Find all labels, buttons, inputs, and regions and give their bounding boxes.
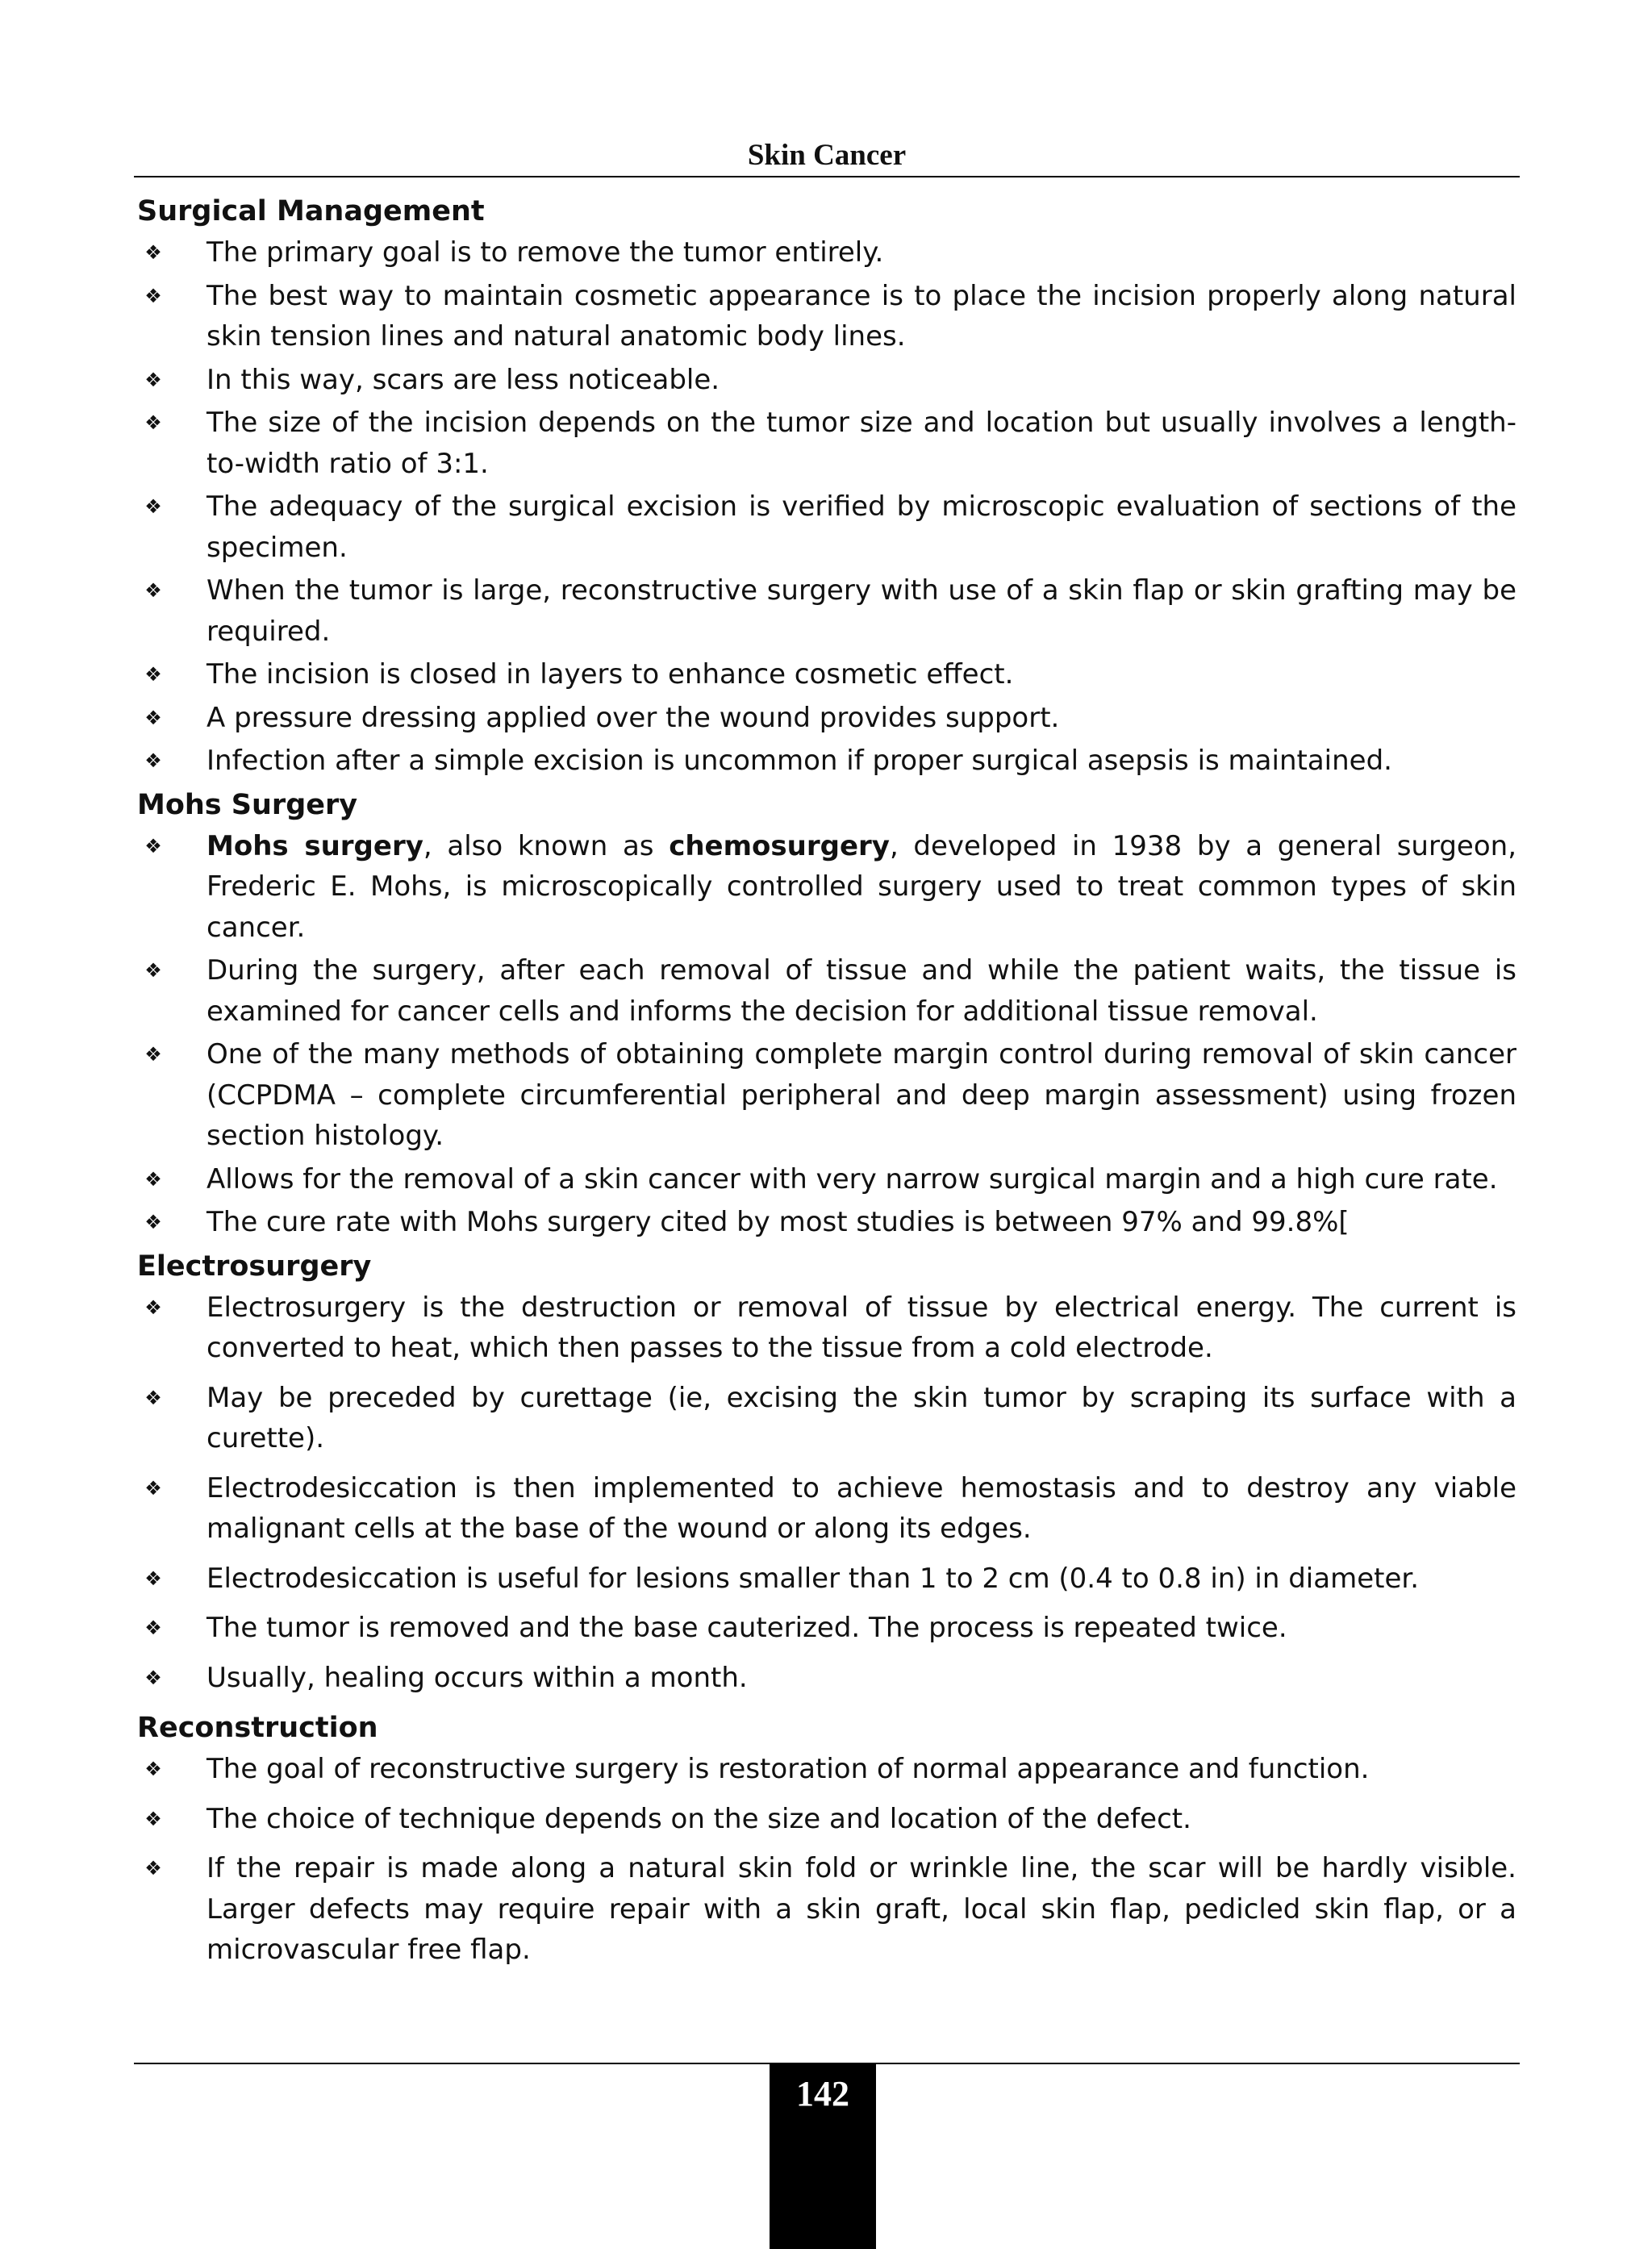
diamond-bullet-icon: ❖ (144, 368, 162, 391)
diamond-bullet-icon: ❖ (144, 959, 162, 982)
diamond-bullet-icon: ❖ (144, 1296, 162, 1319)
diamond-bullet-icon: ❖ (144, 1758, 162, 1780)
list-item (137, 1749, 1516, 1790)
list-item (137, 360, 1516, 401)
list-item (137, 276, 1516, 357)
page-number: 142 (770, 2063, 876, 2249)
section-heading-surgical-management: Surgical Management (137, 195, 485, 227)
list-item-text: The adequacy of the surgical excision is verified by microscopic evaluation of sections of the specimen. (206, 490, 1516, 564)
diamond-bullet-icon: ❖ (144, 1043, 162, 1066)
list-item-text: The size of the incision depends on the tumor size and location but usually involves a length-to-width ratio of 3:1. (206, 407, 1516, 480)
list-item (137, 403, 1516, 484)
diamond-bullet-icon: ❖ (144, 411, 162, 434)
list-item-text: The incision is closed in layers to enhance cosmetic effect. (206, 658, 1014, 691)
list-item (137, 232, 1516, 273)
term-chemosurgery: chemosurgery (669, 829, 890, 862)
list-item (137, 1799, 1516, 1840)
diamond-bullet-icon: ❖ (144, 579, 162, 602)
list-item-text: Electrosurgery is the destruction or removal of tissue by electrical energy. The current is converted to heat, which then passes to the tissue from a cold electrode. (206, 1291, 1516, 1364)
section-heading-electrosurgery: Electrosurgery (137, 1250, 372, 1283)
list-item-text: The tumor is removed and the base cauterized. The process is repeated twice. (206, 1612, 1287, 1644)
bullet-list (137, 1287, 1516, 1699)
list-item (137, 1378, 1516, 1459)
diamond-bullet-icon: ❖ (144, 1386, 162, 1409)
list-item-text: When the tumor is large, reconstructive surgery with use of a skin flap or skin grafting may be required. (206, 574, 1516, 648)
list-item-text: The best way to maintain cosmetic appearance is to place the incision properly along natural skin tension lines and natural anatomic body lines. (206, 279, 1516, 353)
diamond-bullet-icon: ❖ (144, 1666, 162, 1689)
list-item (137, 1034, 1516, 1157)
list-item-text-part: , developed in 1938 by a general surgeon, Frederic E. Mohs, is microscopically controlled surgery used to treat common types of skin cancer. (206, 829, 1516, 944)
list-item-text (206, 830, 1516, 944)
diamond-bullet-icon: ❖ (144, 1567, 162, 1590)
header-divider (134, 176, 1520, 177)
diamond-bullet-icon: ❖ (144, 1167, 162, 1191)
list-item-text: The goal of reconstructive surgery is restoration of normal appearance and function. (206, 1753, 1370, 1785)
diamond-bullet-icon: ❖ (144, 495, 162, 518)
list-item (137, 1287, 1516, 1369)
list-item-text: If the repair is made along a natural skin fold or wrinkle line, the scar will be hardly visible. Larger defects may require repair with a skin graft, local skin flap, pedicled skin flap, or a microvascular free flap. (206, 1852, 1516, 1966)
list-item-text: The choice of technique depends on the size and location of the defect. (206, 1802, 1191, 1835)
list-item-text: The primary goal is to remove the tumor entirely. (206, 236, 884, 269)
list-item (137, 1658, 1516, 1699)
list-item (137, 1468, 1516, 1550)
diamond-bullet-icon: ❖ (144, 1211, 162, 1233)
diamond-bullet-icon: ❖ (144, 241, 162, 264)
diamond-bullet-icon: ❖ (144, 834, 162, 857)
list-item (137, 1608, 1516, 1649)
list-item (137, 698, 1516, 739)
diamond-bullet-icon: ❖ (144, 1857, 162, 1880)
list-item-text: In this way, scars are less noticeable. (206, 363, 720, 396)
diamond-bullet-icon: ❖ (144, 749, 162, 772)
diamond-bullet-icon: ❖ (144, 706, 162, 729)
list-item (137, 654, 1516, 695)
list-item (137, 950, 1516, 1032)
list-item (137, 1159, 1516, 1200)
page-content (137, 190, 1516, 1980)
diamond-bullet-icon: ❖ (144, 284, 162, 307)
section-heading-mohs-surgery: Mohs Surgery (137, 788, 358, 821)
list-item-text: Allows for the removal of a skin cancer with very narrow surgical margin and a high cure rate. (206, 1162, 1498, 1195)
list-item-text: Electrodesiccation is useful for lesions smaller than 1 to 2 cm (0.4 to 0.8 in) in diameter. (206, 1562, 1420, 1595)
diamond-bullet-icon: ❖ (144, 1617, 162, 1639)
term-mohs-surgery: Mohs surgery (206, 829, 423, 862)
list-item-text: May be preceded by curettage (ie, excising the skin tumor by scraping its surface with a curette). (206, 1381, 1516, 1454)
bullet-list (137, 232, 1516, 782)
list-item (137, 1202, 1516, 1243)
list-item-text: Infection after a simple excision is uncommon if proper surgical asepsis is maintained. (206, 745, 1392, 777)
section-heading-reconstruction: Reconstruction (137, 1712, 378, 1744)
diamond-bullet-icon: ❖ (144, 663, 162, 686)
list-item (137, 1848, 1516, 1971)
list-item-text: One of the many methods of obtaining complete margin control during removal of skin cancer (CCPDMA – complete circumferential peripheral and deep margin assessment) using frozen section histology. (206, 1038, 1516, 1152)
bullet-list (137, 826, 1516, 1243)
diamond-bullet-icon: ❖ (144, 1476, 162, 1500)
list-item-text: A pressure dressing applied over the wound provides support. (206, 701, 1060, 734)
list-item (137, 486, 1516, 568)
list-item-text: The cure rate with Mohs surgery cited by most studies is between 97% and 99.8%[ (206, 1206, 1350, 1238)
list-item (137, 1558, 1516, 1600)
list-item-text: Electrodesiccation is then implemented to achieve hemostasis and to destroy any viable malignant cells at the base of the wound or along its edges. (206, 1471, 1516, 1545)
list-item-text: During the surgery, after each removal of tissue and while the patient waits, the tissue is examined for cancer cells and informs the decision for additional tissue removal. (206, 954, 1516, 1028)
list-item-text: Usually, healing occurs within a month. (206, 1661, 748, 1694)
list-item (137, 570, 1516, 652)
list-item (137, 826, 1516, 949)
list-item (137, 741, 1516, 782)
diamond-bullet-icon: ❖ (144, 1807, 162, 1830)
bullet-list (137, 1749, 1516, 1971)
list-item-text-part: , also known as (423, 829, 670, 862)
running-header: Skin Cancer (747, 139, 907, 172)
